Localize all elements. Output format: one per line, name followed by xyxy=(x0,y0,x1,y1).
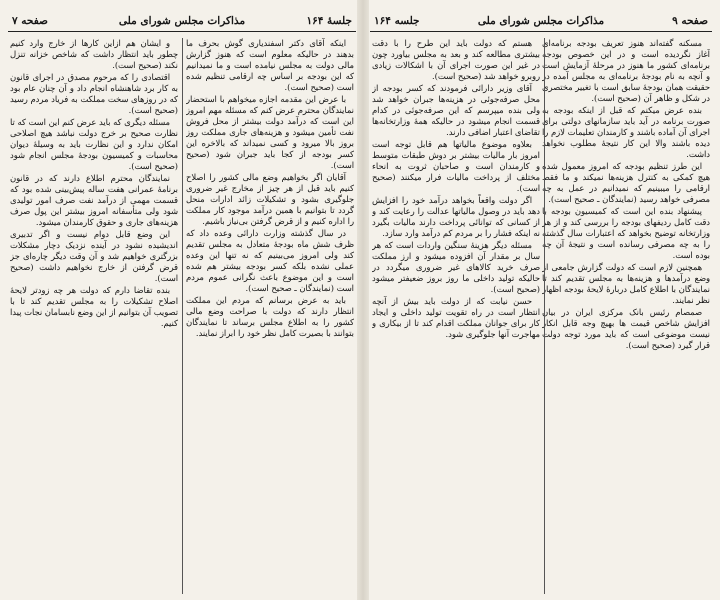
paragraph: این طرز تنظیم بودجه که امروز معمول شده هیچ کمکی به کنترل هزینه‌ها نمیکند و ما فقط ارقامی را میبینیم که نمیدانیم در عمل به چه مصرفی خواهد رسید (نمایندگان ـ صحیح است). xyxy=(542,161,710,204)
paragraph: اینکه آقای دکتر اسفندیاری گوش بحرف ما بدهند در حالیکه معلوم است که هنوز گزارش مالی دولت به مجلس نیامده است و ما نمیدانیم که این بودجه بر اساس چه ارقامی تنظیم شده است (صحیح است). xyxy=(186,38,354,92)
left-text-columns xyxy=(8,38,356,594)
right-session-number: جلسه ۱۶۴ xyxy=(374,15,420,27)
paragraph: اگر دولت واقعاً بخواهد درآمد خود را افزایش دهد باید در وصول مالیاتها عدالت را رعایت کند و از کسانی که توانائی پرداخت دارند مالیات بگیرد نه اینکه فشار را بر مردم کم درآمد وارد سازد. xyxy=(372,195,540,238)
paragraph: حسن نیابت که از دولت باید بیش از آنچه انتظار است در راه تقویت تولید داخلی و ایجاد کار برای جوانان مملکت اقدام کند تا از بیکاری و مهاجرت آنها جلوگیری شود. xyxy=(372,296,540,339)
left-page xyxy=(8,12,356,594)
left-page-number: صفحه ۷ xyxy=(12,15,48,27)
paragraph: پیشنهاد بنده این است که کمیسیون بودجه با دقت کامل ردیفهای بودجه را بررسی کند و از هر وزارتخانه توضیح بخواهد که اعتبارات سال گذشته را به چه مصرفی رسانده است و نتیجهٔ آن چه بوده است. xyxy=(542,206,710,260)
paragraph: بنده عرض میکنم که قبل از اینکه بودجه به صورت برنامه در آید باید سازمانهای دولتی برای اجرای آن آماده باشند و کارمندان تعلیمات لازم را دیده باشند والا این کار نتیجهٔ مطلوب نخواهد داشت. xyxy=(542,105,710,159)
right-page-left-column xyxy=(372,38,540,594)
paragraph: همچنین لازم است که دولت گزارش جامعی از وضع درآمدها و هزینه‌ها به مجلس تقدیم کند تا نمایندگان با اطلاع کامل دربارهٔ لایحهٔ بودجه اظهار نظر نمایند. xyxy=(542,262,710,305)
paragraph: اقتصادی را که مرحوم مصدق در اجرای قانون به کار برد شاهنشاه انجام داد و آن چنان عام بود که در روزهای سخت مملکت به فریاد مردم رسید (صحیح است). xyxy=(10,72,178,115)
right-page-header xyxy=(370,12,712,30)
right-column-divider xyxy=(544,38,545,594)
right-header-rule xyxy=(370,31,712,32)
paragraph: مسئله دیگری که باید عرض کنم این است که تا نظارت صحیح بر خرج دولت نباشد هیچ اصلاحی امکان ندارد و این نظارت باید به وسیلهٔ دیوان محاسبات و کمیسیون بودجهٔ مجلس انجام شود (صحیح است). xyxy=(10,117,178,171)
paragraph: این وضع قابل دوام نیست و اگر تدبیری اندیشیده نشود در آینده نزدیک دچار مشکلات بزرگتری خواهیم شد و آن وقت دیگر چاره‌ای جز قرض گرفتن از خارج نخواهیم داشت (صحیح است). xyxy=(10,229,178,283)
left-page-left-column xyxy=(10,38,178,594)
paragraph: بنده تقاضا دارم که دولت هر چه زودتر لایحهٔ اصلاح تشکیلات را به مجلس تقدیم کند تا با تصویب آن بتوانیم از این وضع نابسامان نجات پیدا کنیم. xyxy=(10,285,178,328)
paragraph: هستم که دولت باید این طرح را با دقت بیشتری مطالعه کند و بعد به مجلس بیاورد چون در غیر این صورت اجرای آن با اشکالات زیادی روبرو خواهد شد (صحیح است). xyxy=(372,38,540,81)
paragraph: بعلاوه موضوع مالیاتها هم قابل توجه است امروز بار مالیات بیشتر بر دوش طبقات متوسط و کارمندان است و صاحبان ثروت به انحاء مختلف از پرداخت مالیات فرار میکنند (صحیح است). xyxy=(372,139,540,193)
book-gutter xyxy=(357,0,369,600)
paragraph: با عرض این مقدمه اجازه میخواهم با استحضار نمایندگان محترم عرض کنم که مسئله مهم امروز این است که درآمد دولت بیشتر از محل فروش نفت تأمین میشود و هزینه‌های جاری مملکت روز بروز بالا میرود و کسی نمیداند که بالاخره این کسر بودجه از کجا باید جبران شود (صحیح است). xyxy=(186,94,354,170)
left-header-rule xyxy=(8,31,356,32)
paragraph: نمایندگان محترم اطلاع دارند که در قانون برنامهٔ عمرانی هفت ساله پیش‌بینی شده بود که قسمت مهمی از درآمد نفت صرف امور تولیدی شود ولی متأسفانه امروز بیشتر این پول صرف هزینه‌های جاری و حقوق کارمندان میشود. xyxy=(10,173,178,227)
paragraph: آقایان اگر بخواهیم وضع مالی کشور را اصلاح کنیم باید قبل از هر چیز از مخارج غیر ضروری جلوگیری بشود و تشکیلات زائد ادارات منحل گردد تا بتوانیم با همین درآمد موجود کار مملکت را اداره کنیم و از قرض گرفتن بی‌نیاز باشیم. xyxy=(186,172,354,226)
right-page-right-column xyxy=(542,38,710,594)
right-page-number: صفحه ۹ xyxy=(672,15,708,27)
paragraph: در سال گذشته وزارت دارائی وعده داد که ظرف شش ماه بودجهٔ متعادل به مجلس تقدیم کند ولی امروز می‌بینیم که نه تنها این وعده عملی نشده بلکه کسر بودجه بیشتر هم شده است و این موضوع باعث نگرانی عموم مردم است (نمایندگان ـ صحیح است). xyxy=(186,228,354,293)
right-text-columns xyxy=(370,38,712,594)
left-header-title: مذاکرات مجلس شورای ملی xyxy=(118,15,246,27)
right-header-title: مذاکرات مجلس شورای ملی xyxy=(477,15,605,27)
left-column-divider xyxy=(182,38,183,594)
left-page-header xyxy=(8,12,356,30)
paragraph: آقای وزیر دارائی فرمودند که کسر بودجه از محل صرفه‌جوئی در هزینه‌ها جبران خواهد شد ولی بنده میپرسم که این صرفه‌جوئی در کدام قسمت انجام میشود در حالیکه همهٔ وزارتخانه‌ها تقاضای اعتبار اضافی دارند. xyxy=(372,83,540,137)
left-page-right-column xyxy=(186,38,354,594)
paragraph: و ایشان هم ازاین کارها از خارج وارد کنیم چطور باید انتظار داشت که شاخص خزانه تنزل نکند (صحیح است). xyxy=(10,38,178,70)
paragraph: مسکنه گفته‌اند هنوز تعریف بودجه برنامه‌ای آغاز نگردیده است و در این خصوص بودجه برنامه‌ای کشور ما هنوز در مرحلهٔ آزمایش است و آنچه به نام بودجهٔ برنامه‌ای به مجلس آمده در حقیقت همان بودجهٔ سابق است با تغییر مختصری در شکل و ظاهر آن (صحیح است). xyxy=(542,38,710,103)
right-page xyxy=(370,12,712,594)
left-session-number: جلسهٔ ۱۶۴ xyxy=(306,15,352,27)
paragraph: صمصام رئیس بانک مرکزی ایران در بیان افزایش شاخص قیمت ها بهیچ وجه قابل انکار نیست موضوعی است که باید مورد توجه دولت قرار گیرد (صحیح است). xyxy=(542,307,710,350)
paragraph: باید به عرض برسانم که مردم این مملکت انتظار دارند که دولت با صراحت وضع مالی کشور را به اطلاع مجلس برساند تا نمایندگان بتوانند با بصیرت کامل نظر خود را ابراز نمایند. xyxy=(186,295,354,338)
paragraph: مسئله دیگر هزینهٔ سنگین واردات است که هر سال بر مقدار آن افزوده میشود و ارز مملکت صرف خرید کالاهای غیر ضروری میگردد در حالیکه تولید داخلی ما روز بروز ضعیفتر میشود (صحیح است). xyxy=(372,240,540,294)
